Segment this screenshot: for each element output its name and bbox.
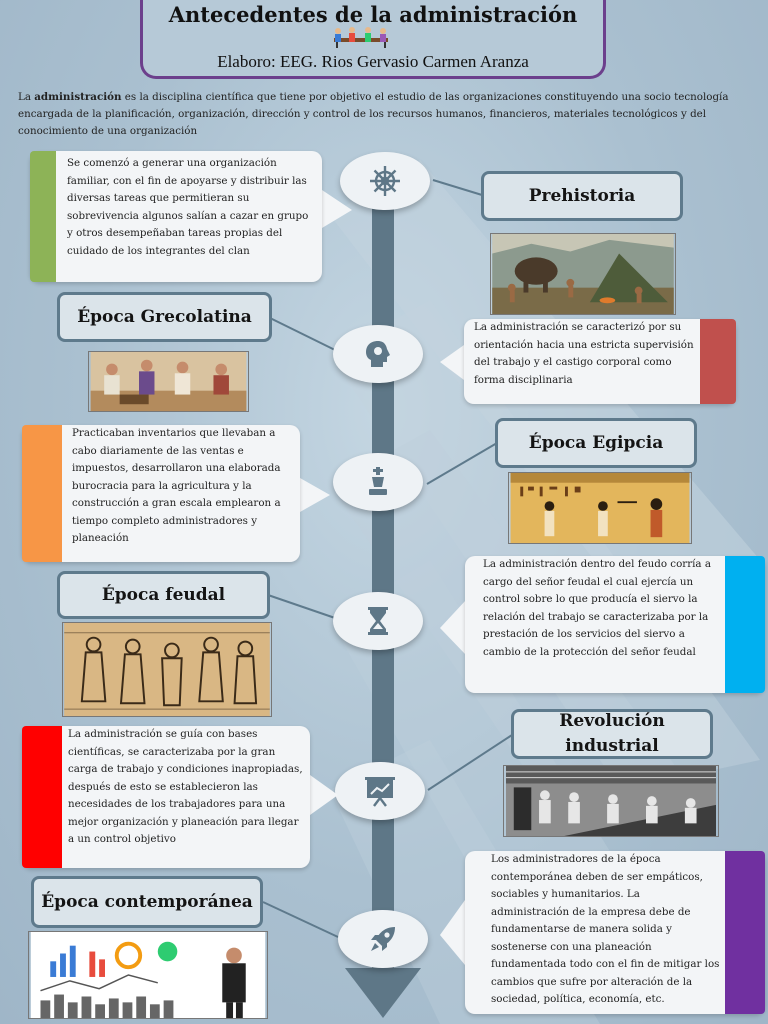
contemporanea-illustration	[28, 931, 268, 1019]
label-industrial: Revolución industrial	[511, 709, 713, 759]
page-title: Antecedentes de la administración	[168, 2, 578, 27]
card-prehistoria	[30, 151, 322, 282]
card-text: La administración dentro del feudo corría a cargo del señor feudal el cual ejercía un control sobre lo que producía el siervo la relación del trabajo se caracterizaba por la prestación de los servicios del siervo a cambio de la protección del señor feudal	[483, 558, 711, 658]
intro-lead: La	[18, 91, 35, 103]
prehistoria-illustration	[490, 233, 676, 315]
intro-keyword: administración	[34, 91, 122, 103]
industrial-illustration	[503, 765, 719, 837]
author-line: Elaboro: EEG. Rios Gervasio Carmen Aranza	[217, 52, 529, 71]
label-grecolatina: Época Grecolatina	[57, 292, 272, 342]
color-strip-bright-red	[22, 726, 62, 868]
intro-text: es la disciplina científica que tiene por objetivo el estudio de las organizaciones constituyendo una socio tecnología encargada de la planificación, organización, dirección y control de los recursos humanos, financieros, materiales tecnológicos y del conocimiento de una organización	[18, 91, 729, 137]
color-strip-purple	[725, 851, 765, 1014]
card-feudal	[465, 556, 765, 693]
color-strip-red	[700, 319, 736, 404]
feudal-illustration	[62, 622, 272, 717]
color-strip-orange	[22, 425, 62, 562]
card-text: Los administradores de la época contemporánea deben de ser empáticos, sociables y humanitarios. La administración de la empresa debe de fundamentarse de manera solida y sostenerse con una planeación fundamentada todo con el fin de mitigar los cambios que sufre por alteración de la sociedad, política, economía, etc.	[491, 853, 720, 1005]
card-industrial	[22, 726, 310, 868]
card-grecolatina	[464, 319, 736, 404]
card-egipcia	[22, 425, 300, 562]
label-feudal: Época feudal	[57, 571, 270, 619]
label-prehistoria: Prehistoria	[481, 171, 683, 221]
card-text: Se comenzó a generar una organización familiar, con el fin de apoyarse y distribuir las diversas tareas que permitieran su sobrevivencia algunos salían a cazar en grupo y otros desempeñaban tareas propias del cuidado de los integrantes del clan	[67, 157, 309, 257]
color-strip-cyan	[725, 556, 765, 693]
card-contemporanea	[465, 851, 765, 1014]
egipcia-illustration	[508, 472, 692, 544]
card-text: Practicaban inventarios que llevaban a cabo diariamente de las ventas e impuestos, desarrollaron una elaborada burocracia para la agricultura y la construcción a gran escala emplearon a tiempo completo administradores y planeación	[72, 427, 281, 544]
color-strip-green	[30, 151, 56, 282]
card-text: La administración se caracterizó por su orientación hacia una estricta supervisión del trabajo y el castigo corporal como forma disciplinaria	[474, 321, 694, 386]
card-text: La administración se guía con bases científicas, se caracterizaba por la gran carga de trabajo y condiciones inapropiadas, después de esto se establecieron las necesidades de los trabajadores para una mejor organización y planeación para llegar a un control objetivo	[68, 728, 303, 845]
label-egipcia: Época Egipcia	[495, 418, 697, 468]
label-contemporanea: Época contemporánea	[31, 876, 263, 928]
grecolatina-illustration	[88, 351, 249, 412]
